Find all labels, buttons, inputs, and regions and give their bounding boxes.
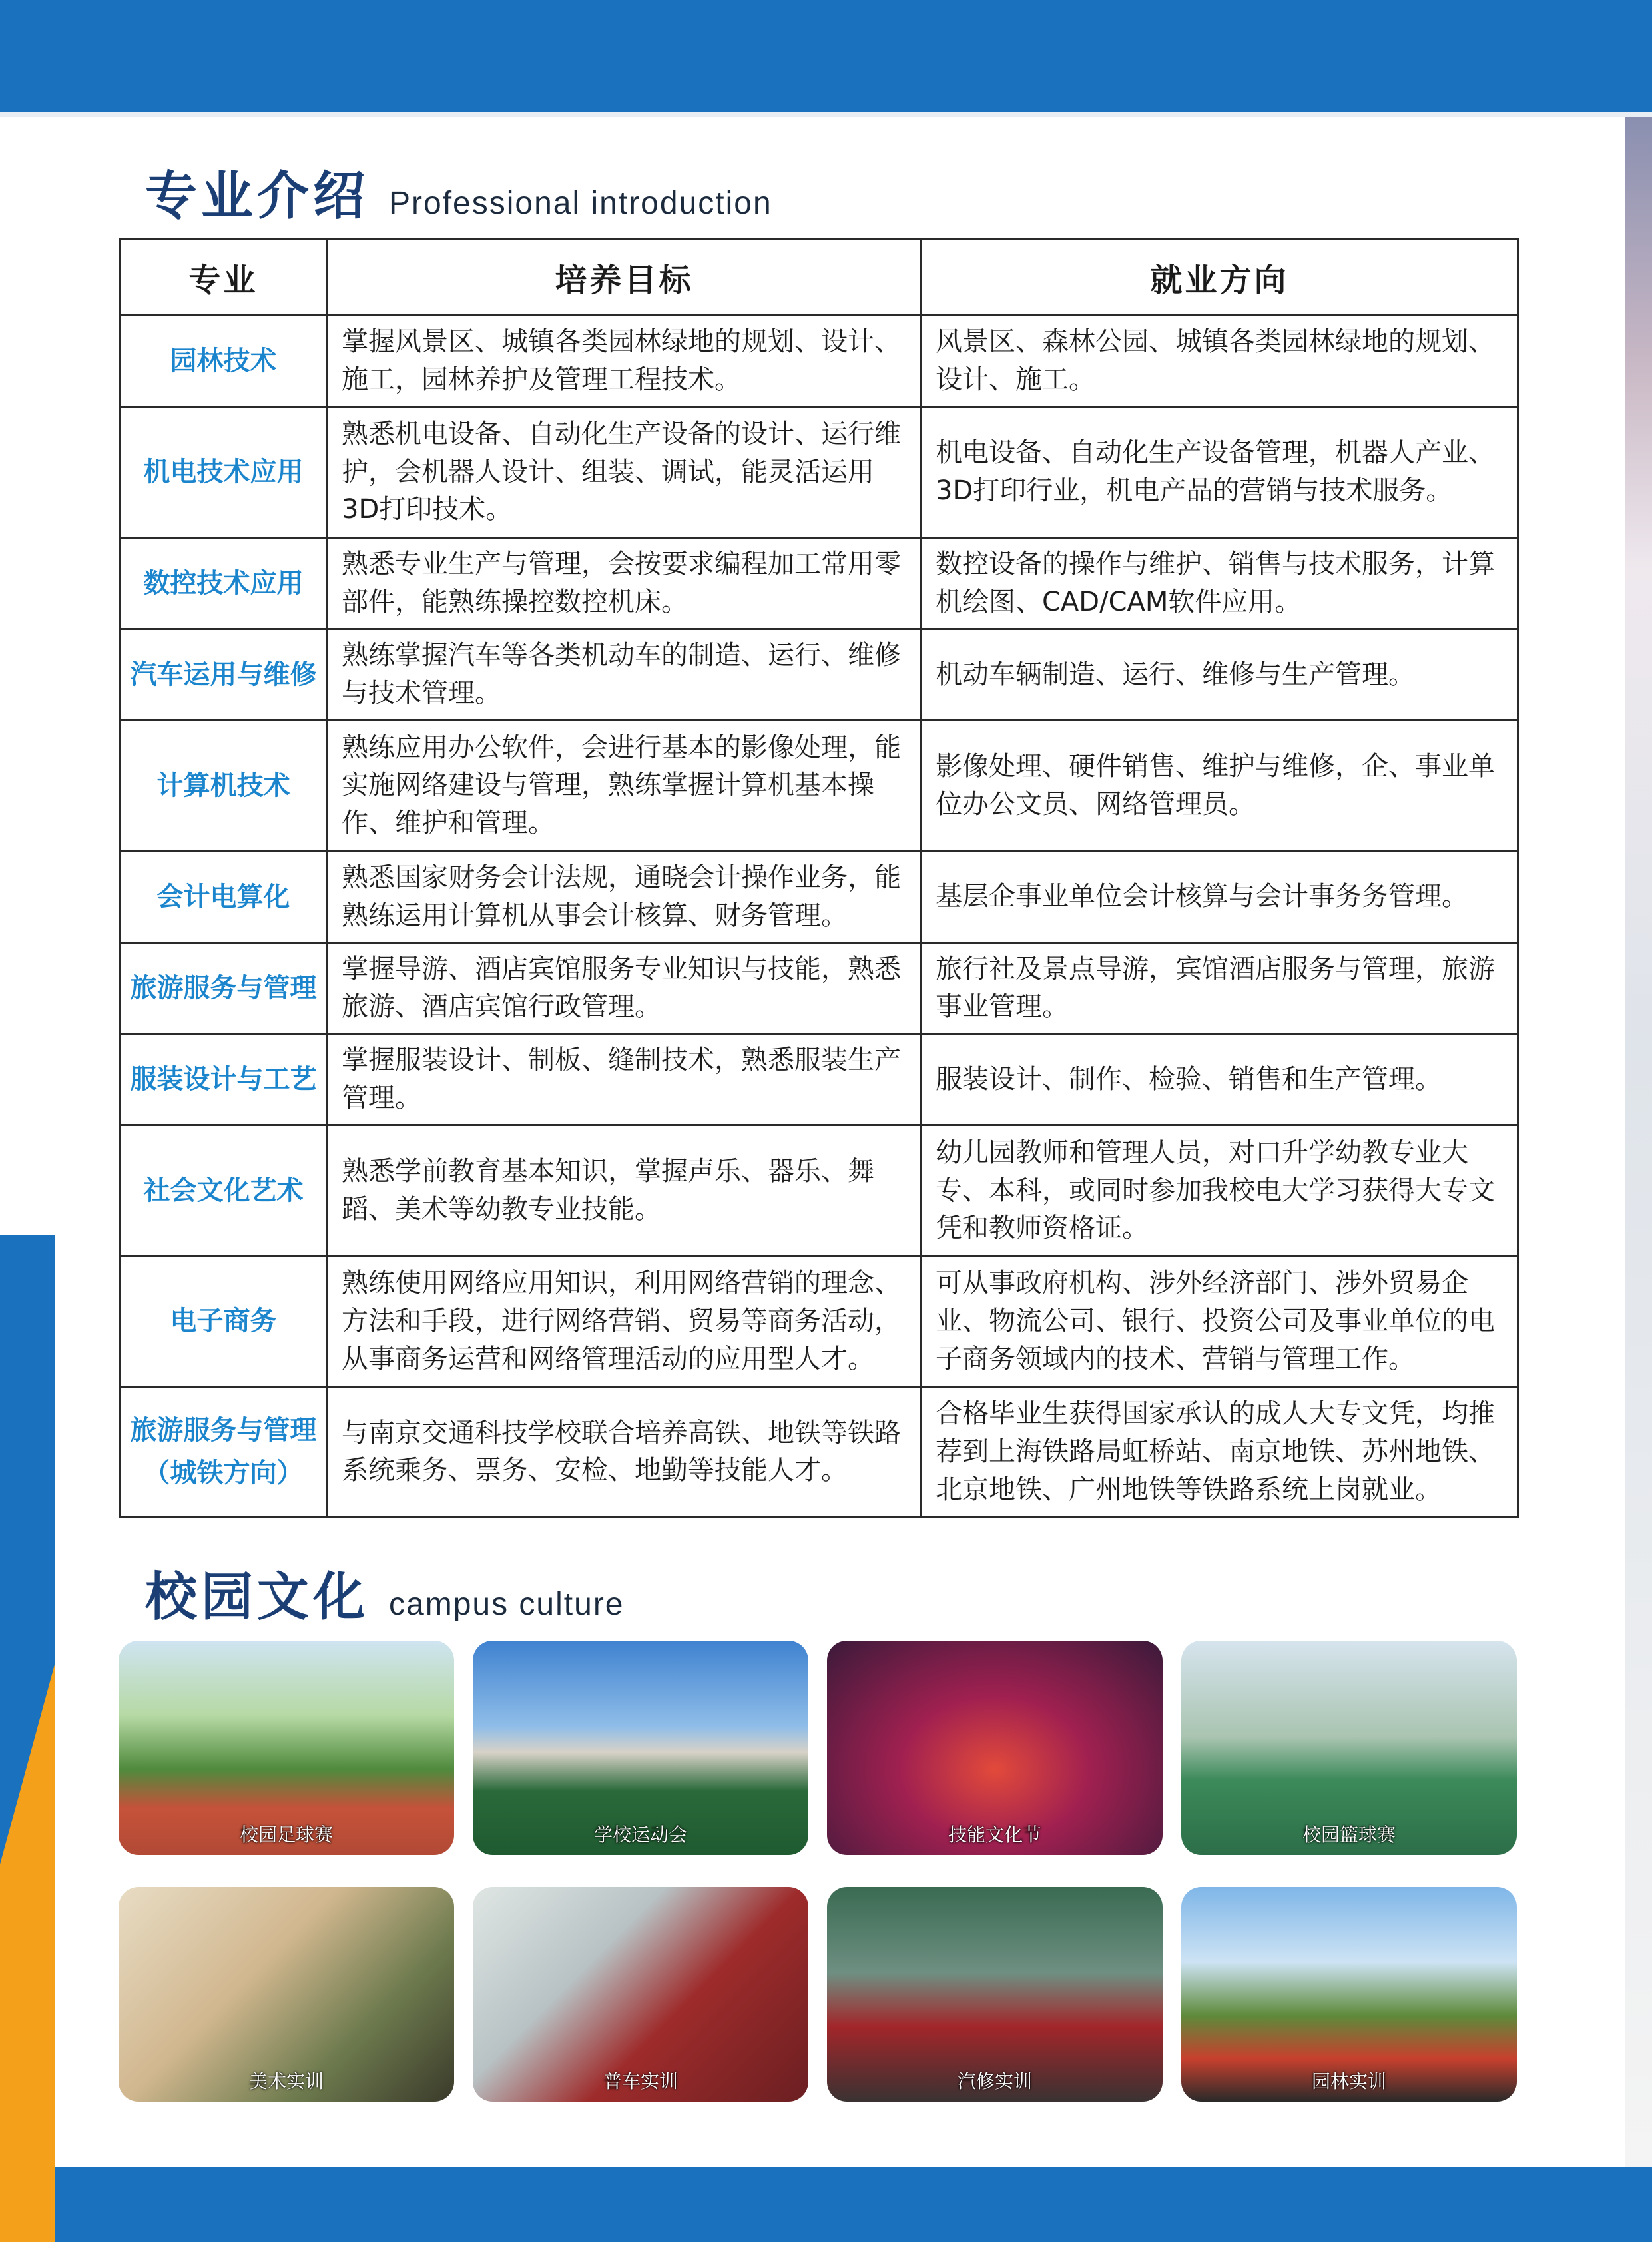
section-title-cn: 专业介绍 — [145, 166, 370, 226]
photo-caption: 园林实训 — [1311, 2070, 1386, 2092]
training-goal: 掌握风景区、城镇各类园林绿地的规划、设计、施工，园林养护及管理工程技术。 — [328, 316, 922, 407]
training-goal: 与南京交通科技学校联合培养高铁、地铁等铁路系统乘务、票务、安检、地勤等技能人才。 — [328, 1386, 922, 1517]
art-training-photo — [119, 1887, 454, 2102]
major-name: 汽车运用与维修 — [120, 629, 328, 720]
section-title-cn: 校园文化 — [145, 1567, 370, 1627]
culture-festival-photo — [827, 1641, 1163, 1855]
table-row — [120, 1386, 1518, 1517]
career-direction: 数控设备的操作与维护、销售与技术服务，计算机绘图、CAD/CAM软件应用。 — [922, 537, 1518, 629]
major-name: 数控技术应用 — [120, 537, 328, 629]
header-goal: 培养目标 — [328, 239, 922, 316]
training-goal: 掌握服装设计、制板、缝制技术，熟悉服装生产管理。 — [328, 1034, 922, 1125]
lathe-training-photo — [473, 1887, 808, 2102]
major-name: 电子商务 — [120, 1256, 328, 1386]
photo-caption: 学校运动会 — [593, 1824, 687, 1846]
right-decorative-strip — [1625, 117, 1652, 2175]
photo-caption: 美术实训 — [248, 2070, 324, 2092]
header-major: 专业 — [120, 239, 328, 316]
sports-meet-photo — [473, 1641, 808, 1855]
bottom-orange-corner — [0, 2167, 55, 2242]
bottom-banner — [55, 2167, 1652, 2242]
table-row — [120, 851, 1518, 942]
table-row — [120, 720, 1518, 851]
major-name: 旅游服务与管理 — [120, 942, 328, 1033]
table-row — [120, 629, 1518, 720]
career-direction: 服装设计、制作、检验、销售和生产管理。 — [922, 1034, 1518, 1125]
left-orange-band — [0, 1864, 55, 2175]
soccer-photo — [119, 1641, 454, 1855]
career-direction: 旅行社及景点导游，宾馆酒店服务与管理，旅游事业管理。 — [922, 942, 1518, 1033]
table-row — [120, 942, 1518, 1033]
training-goal: 掌握导游、酒店宾馆服务专业知识与技能，熟悉旅游、酒店宾馆行政管理。 — [328, 942, 922, 1033]
table-header-row — [120, 239, 1518, 316]
top-banner — [0, 0, 1652, 117]
training-goal: 熟悉国家财务会计法规，通晓会计操作业务，能熟练运用计算机从事会计核算、财务管理。 — [328, 851, 922, 942]
basketball-photo — [1181, 1641, 1517, 1855]
career-direction: 合格毕业生获得国家承认的成人大专文凭，均推荐到上海铁路局虹桥站、南京地铁、苏州地铁、北京地铁、广州地铁等铁路系统上岗就业。 — [922, 1386, 1518, 1517]
major-name: 服装设计与工艺 — [120, 1034, 328, 1125]
major-name: 园林技术 — [120, 316, 328, 407]
training-goal: 熟悉机电设备、自动化生产设备的设计、运行维护，会机器人设计、组装、调试，能灵活运用3D打印技术。 — [328, 407, 922, 537]
auto-repair-photo — [827, 1887, 1163, 2102]
campus-section-title — [145, 1555, 625, 1630]
photo-caption: 校园篮球赛 — [1302, 1824, 1396, 1846]
career-direction: 风景区、森林公园、城镇各类园林绿地的规划、设计、施工。 — [922, 316, 1518, 407]
photo-caption: 普车实训 — [603, 2070, 678, 2092]
majors-table — [119, 238, 1519, 1518]
table-row — [120, 407, 1518, 537]
career-direction: 机动车辆制造、运行、维修与生产管理。 — [922, 629, 1518, 720]
career-direction: 基层企事业单位会计核算与会计事务务管理。 — [922, 851, 1518, 942]
career-direction: 影像处理、硬件销售、维护与维修，企、事业单位办公文员、网络管理员。 — [922, 720, 1518, 851]
training-goal: 熟悉学前教育基本知识，掌握声乐、器乐、舞蹈、美术等幼教专业技能。 — [328, 1125, 922, 1256]
photo-caption: 汽修实训 — [957, 2070, 1032, 2092]
training-goal: 熟悉专业生产与管理，会按要求编程加工常用零部件，能熟练操控数控机床。 — [328, 537, 922, 629]
career-direction: 可从事政府机构、涉外经济部门、涉外贸易企业、物流公司、银行、投资公司及事业单位的电子商务领域内的技术、营销与管理工作。 — [922, 1256, 1518, 1386]
major-name: 会计电算化 — [120, 851, 328, 942]
career-direction: 幼儿园教师和管理人员，对口升学幼教专业大专、本科，或同时参加我校电大学习获得大专文凭和教师资格证。 — [922, 1125, 1518, 1256]
table-row — [120, 1034, 1518, 1125]
table-row — [120, 1125, 1518, 1256]
major-name: 机电技术应用 — [120, 407, 328, 537]
table-row — [120, 316, 1518, 407]
major-name: 计算机技术 — [120, 720, 328, 851]
table-row — [120, 1256, 1518, 1386]
major-name: 社会文化艺术 — [120, 1125, 328, 1256]
training-goal: 熟练使用网络应用知识，利用网络营销的理念、方法和手段，进行网络营销、贸易等商务活动，从事商务运营和网络管理活动的应用型人才。 — [328, 1256, 922, 1386]
major-name: 旅游服务与管理 （城铁方向） — [120, 1386, 328, 1517]
photo-caption: 校园足球赛 — [239, 1824, 333, 1846]
training-goal: 熟练应用办公软件，会进行基本的影像处理，能实施网络建设与管理，熟练掌握计算机基本操作、维护和管理。 — [328, 720, 922, 851]
section-title-en: campus culture — [389, 1587, 625, 1622]
professional-section-title — [145, 154, 772, 229]
career-direction: 机电设备、自动化生产设备管理，机器人产业、3D打印行业，机电产品的营销与技术服务。 — [922, 407, 1518, 537]
header-career: 就业方向 — [922, 239, 1518, 316]
section-title-en: Professional introduction — [389, 186, 772, 221]
training-goal: 熟练掌握汽车等各类机动车的制造、运行、维修与技术管理。 — [328, 629, 922, 720]
table-row — [120, 537, 1518, 629]
photo-caption: 技能文化节 — [948, 1824, 1041, 1846]
gardening-photo — [1181, 1887, 1517, 2102]
